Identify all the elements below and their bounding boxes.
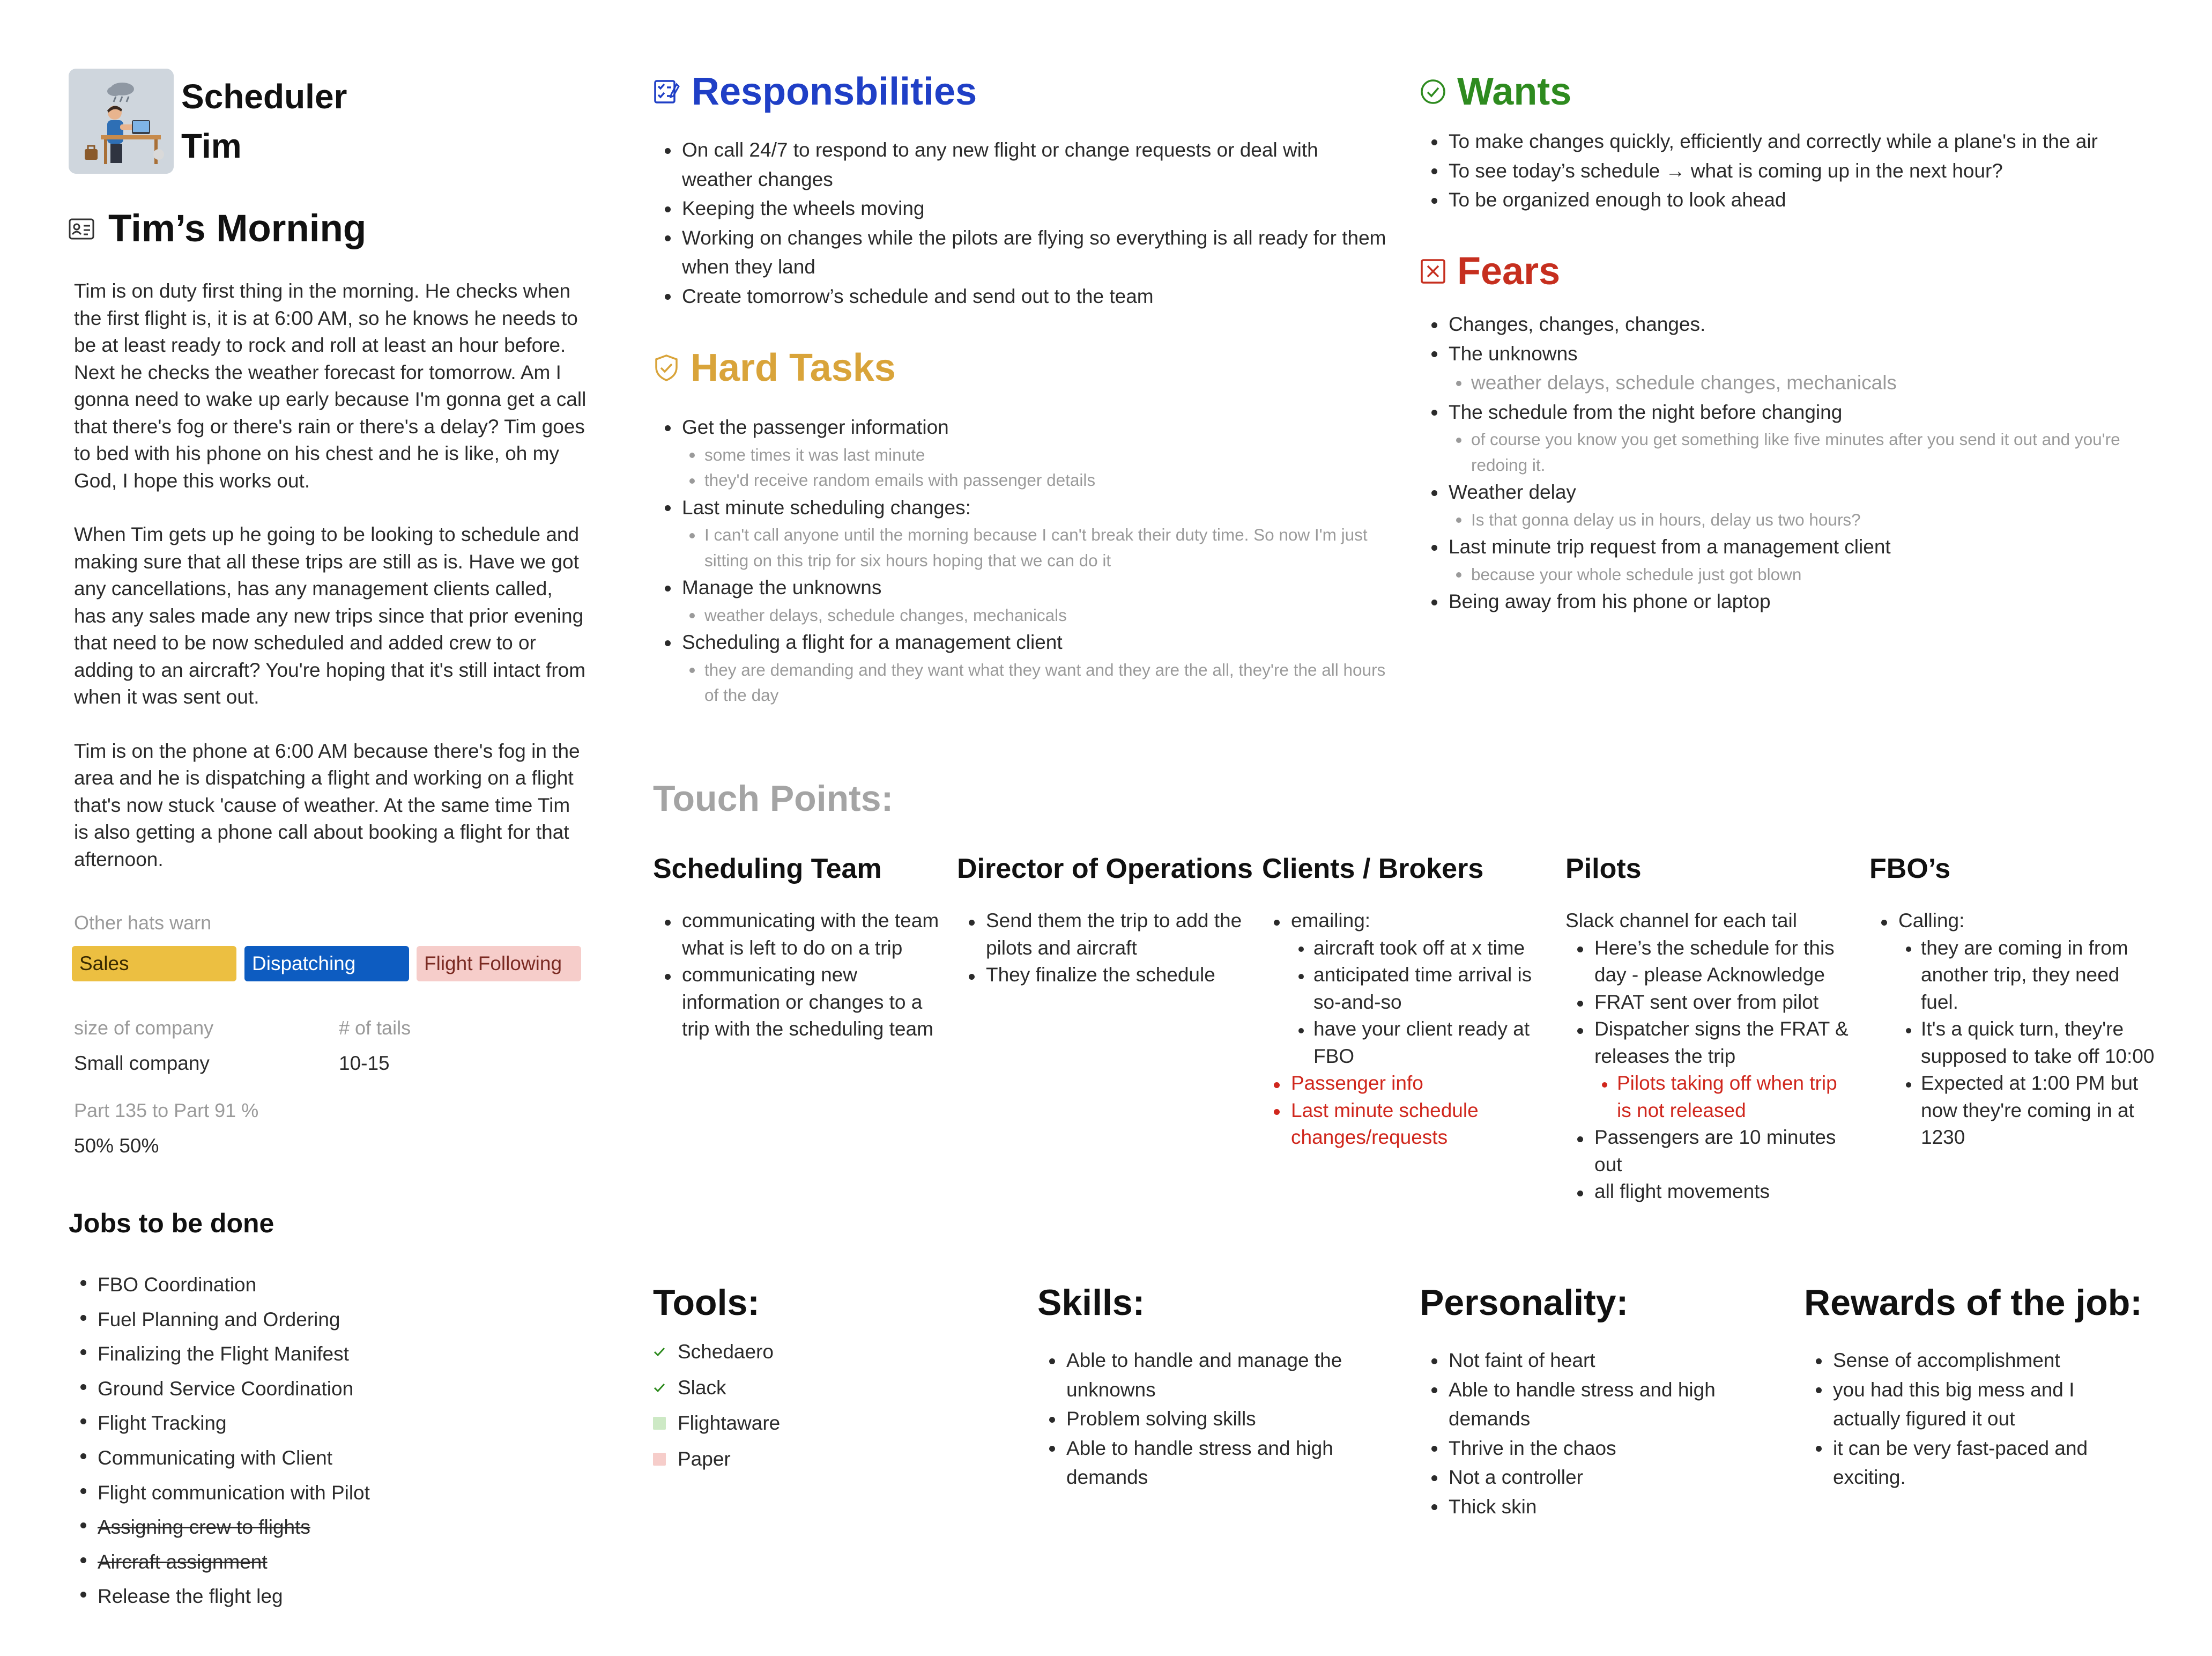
- touch-points-heading: Touch Points:: [653, 778, 894, 819]
- list-item: Flight communication with Pilot: [69, 1476, 605, 1511]
- sub-list-item: Expected at 1:00 PM but now they're coming in at 1230: [1898, 1070, 2159, 1151]
- list-item: Changes, changes, changes.: [1420, 310, 2170, 339]
- list-item: Scheduling a flight for a management client they are demanding and they want what they want and they are the all, they're the all hours of the day: [653, 628, 1398, 708]
- x-square-icon: [1420, 258, 1446, 285]
- list-item: To be organized enough to look ahead: [1420, 186, 2170, 215]
- list-item: To make changes quickly, efficiently and correctly while a plane's in the air: [1420, 127, 2170, 157]
- list-item: FBO Coordination: [69, 1268, 605, 1303]
- check-icon: [653, 1381, 666, 1394]
- sub-list-item: they are coming in from another trip, they need fuel.: [1898, 935, 2159, 1016]
- jobs-list: [69, 1268, 605, 1614]
- list-item: Last minute trip request from a management client because your whole schedule just got blown: [1420, 533, 2170, 587]
- list-item: Not a controller: [1420, 1463, 1747, 1492]
- checklist-icon: [653, 78, 681, 106]
- list-item: Not faint of heart: [1420, 1346, 1747, 1376]
- tools-list: [653, 1334, 780, 1477]
- pilots-intro: Slack channel for each tail: [1565, 910, 1797, 932]
- sub-list-item: I can't call anyone until the morning because I can't break their duty time. So now I'm just sitting on this trip for six hours hoping that we can do it: [682, 522, 1398, 573]
- list-item-struck: Aircraft assignment: [69, 1545, 605, 1580]
- fears-list: [1420, 310, 2170, 617]
- list-item: Create tomorrow’s schedule and send out to the team: [653, 282, 1387, 312]
- list-item: you had this big mess and I actually figured it out: [1804, 1376, 2131, 1434]
- touch-point-title: Director of Operations: [957, 853, 1253, 884]
- hat-tag-sales: Sales: [72, 946, 236, 981]
- morning-paragraph: Tim is on duty first thing in the morning. He checks when the first flight is, it is at 6:00 AM, so he knows he needs to be at least ready to rock and roll at least an hour before. Next he checks the weather forecast for tomorrow. Am I gonna need to wake up early because I'm gonna get a call that there's fog or there's rain or there's a delay? Tim goes to bed with his phone on his chest and he is like, oh my God, I hope this works out.: [74, 280, 587, 492]
- list-item: Finalizing the Flight Manifest: [69, 1337, 605, 1372]
- shield-check-icon: [653, 353, 680, 382]
- skills-heading: Skills:: [1037, 1282, 1145, 1323]
- check-circle-icon: [1420, 78, 1446, 105]
- list-item: Flight Tracking: [69, 1406, 605, 1441]
- sub-list-item: weather delays, schedule changes, mechanicals: [1449, 368, 2170, 398]
- scheduler-illustration-icon: [69, 69, 174, 174]
- touch-point-title: FBO’s: [1869, 853, 1951, 884]
- list-item: To see today’s schedule → what is coming up in the next hour?: [1420, 157, 2170, 186]
- touch-point-director-operations: [957, 853, 1253, 989]
- list-item: They finalize the schedule: [957, 962, 1246, 989]
- morning-paragraph: When Tim gets up he going to be looking to schedule and making sure that all these trips are still as is. Have we got any cancellations, has any management clients called, has any sales made any new trips since that prior evening that need to be now scheduled and added crew to or adding to an aircraft? You're hoping that it's still intact from when it was sent out.: [74, 523, 586, 708]
- tool-item: Paper: [653, 1441, 780, 1477]
- personality-heading: Personality:: [1420, 1282, 1629, 1323]
- list-item: communicating with the team what is left to do on a trip: [653, 907, 942, 962]
- company-size-label: size of company: [74, 1017, 214, 1039]
- green-square-icon: [653, 1417, 666, 1430]
- sub-list-item: because your whole schedule just got blown: [1449, 562, 2170, 588]
- hat-tag-dispatching: Dispatching: [244, 946, 409, 981]
- list-item: Sense of accomplishment: [1804, 1346, 2131, 1376]
- rewards-heading: Rewards of the job:: [1804, 1282, 2142, 1323]
- list-item: Thick skin: [1420, 1492, 1747, 1522]
- tool-item: Schedaero: [653, 1334, 780, 1370]
- morning-story: [74, 278, 589, 900]
- list-item: Problem solving skills: [1037, 1404, 1364, 1434]
- list-item: Send them the trip to add the pilots and aircraft: [957, 907, 1246, 962]
- rewards-list: [1804, 1346, 2131, 1492]
- morning-heading-text: Tim’s Morning: [108, 208, 367, 250]
- part-ratio-value: 50% 50%: [74, 1135, 159, 1157]
- tool-item: Slack: [653, 1370, 780, 1406]
- list-item: The unknowns weather delays, schedule changes, mechanicals: [1420, 339, 2170, 398]
- touch-point-scheduling-team: [653, 853, 942, 1043]
- persona-avatar: [69, 69, 174, 174]
- touch-point-clients-brokers: [1262, 853, 1552, 1151]
- hard-tasks-heading: Hard Tasks: [653, 346, 896, 390]
- id-card-icon: [69, 218, 94, 240]
- list-item: FRAT sent over from pilot: [1565, 989, 1855, 1016]
- list-item: Being away from his phone or laptop: [1420, 587, 2170, 617]
- hats-label: Other hats warn: [74, 912, 212, 934]
- list-item: Keeping the wheels moving: [653, 194, 1387, 224]
- list-item: Ground Service Coordination: [69, 1372, 605, 1407]
- tool-item: Flightaware: [653, 1406, 780, 1441]
- responsibilities-list: [653, 136, 1387, 311]
- list-item: Calling: they are coming in from another trip, they need fuel. It's a quick turn, they're supposed to take off 10:00 Expected at 1:00 PM but now they're coming in at 1230: [1869, 907, 2159, 1151]
- persona-title: Scheduler Tim: [181, 77, 347, 165]
- fears-heading: Fears: [1420, 249, 1560, 293]
- responsibilities-heading: Responsbilities: [653, 70, 977, 114]
- sub-list-item: Is that gonna delay us in hours, delay us two hours?: [1449, 507, 2170, 533]
- list-item: communicating new information or changes to a trip with the scheduling team: [653, 962, 942, 1043]
- list-item: Last minute scheduling changes: I can't call anyone until the morning because I can't break their duty time. So now I'm just sitting on this trip for six hours hoping that we can do it: [653, 493, 1398, 574]
- sub-list-item: they are demanding and they want what they want and they are the all, they're the all hours of the day: [682, 657, 1398, 708]
- list-item: The schedule from the night before changing of course you know you get something like five minutes after you send it out and you're redoing it.: [1420, 398, 2170, 478]
- list-item: Release the flight leg: [69, 1579, 605, 1614]
- tools-heading: Tools:: [653, 1282, 760, 1323]
- tails-label: # of tails: [339, 1017, 411, 1039]
- wants-heading: Wants: [1420, 70, 1571, 114]
- list-item: Working on changes while the pilots are flying so everything is all ready for them when they land: [653, 224, 1387, 282]
- jobs-heading: Jobs to be done: [69, 1208, 274, 1238]
- touch-point-title: Clients / Brokers: [1262, 853, 1484, 884]
- list-item-struck: Assigning crew to flights: [69, 1510, 605, 1545]
- part-ratio-label: Part 135 to Part 91 %: [74, 1099, 259, 1121]
- sub-list-item-highlight: Pilots taking off when trip is not released: [1594, 1070, 1855, 1124]
- sub-list-item: have your client ready at FBO: [1291, 1016, 1552, 1070]
- sub-list-item: weather delays, schedule changes, mechanicals: [682, 603, 1398, 629]
- touch-point-fbos: [1869, 853, 2159, 1151]
- list-item: Able to handle stress and high demands: [1420, 1376, 1747, 1434]
- touch-point-title: Scheduling Team: [653, 853, 882, 884]
- list-item: all flight movements: [1565, 1178, 1855, 1206]
- list-item: Dispatcher signs the FRAT & releases the trip Pilots taking off when trip is not released: [1565, 1016, 1855, 1124]
- list-item: Thrive in the chaos: [1420, 1434, 1747, 1463]
- list-item: Manage the unknowns weather delays, schedule changes, mechanicals: [653, 573, 1398, 628]
- sub-list-item: they'd receive random emails with passenger details: [682, 468, 1398, 493]
- check-icon: [653, 1346, 666, 1358]
- hard-tasks-list: [653, 413, 1398, 708]
- sub-list-item: of course you know you get something like five minutes after you send it out and you're redoing it.: [1449, 427, 2170, 478]
- personality-list: [1420, 1346, 1747, 1521]
- list-item: Weather delay Is that gonna delay us in hours, delay us two hours?: [1420, 478, 2170, 533]
- sub-list-item: anticipated time arrival is so-and-so: [1291, 962, 1552, 1016]
- list-item-highlight: Last minute schedule changes/requests: [1262, 1097, 1552, 1151]
- morning-paragraph: Tim is on the phone at 6:00 AM because there's fog in the area and he is dispatching a flight and working on a flight that's now stuck 'cause of weather. At the same time Tim is also getting a phone call about booking a flight for that afternoon.: [74, 740, 580, 870]
- wants-list: [1420, 127, 2170, 215]
- sub-list-item: some times it was last minute: [682, 442, 1398, 468]
- sub-list-item: It's a quick turn, they're supposed to take off 10:00: [1898, 1016, 2159, 1070]
- list-item: On call 24/7 to respond to any new flight or change requests or deal with weather changes: [653, 136, 1387, 194]
- tails-value: 10-15: [339, 1052, 390, 1074]
- skills-list: [1037, 1346, 1364, 1492]
- list-item: Here’s the schedule for this day - please Acknowledge: [1565, 935, 1855, 989]
- sub-list-item: aircraft took off at x time: [1291, 935, 1552, 962]
- touch-point-pilots: [1565, 853, 1855, 1206]
- list-item: Able to handle and manage the unknowns: [1037, 1346, 1364, 1404]
- list-item: emailing: aircraft took off at x time anticipated time arrival is so-and-so have your client ready at FBO: [1262, 907, 1552, 1070]
- list-item: Communicating with Client: [69, 1441, 605, 1476]
- pink-square-icon: [653, 1453, 666, 1466]
- list-item: Able to handle stress and high demands: [1037, 1434, 1364, 1492]
- hat-tag-flight-following: Flight Following: [417, 946, 581, 981]
- list-item: Fuel Planning and Ordering: [69, 1303, 605, 1337]
- touch-point-title: Pilots: [1565, 853, 1642, 884]
- list-item: Passengers are 10 minutes out: [1565, 1124, 1855, 1178]
- company-size-value: Small company: [74, 1052, 210, 1074]
- list-item-highlight: Passenger info: [1262, 1070, 1552, 1097]
- morning-heading: [69, 207, 366, 250]
- list-item: Get the passenger information some times it was last minute they'd receive random emails with passenger details: [653, 413, 1398, 493]
- list-item: it can be very fast-paced and exciting.: [1804, 1434, 2131, 1492]
